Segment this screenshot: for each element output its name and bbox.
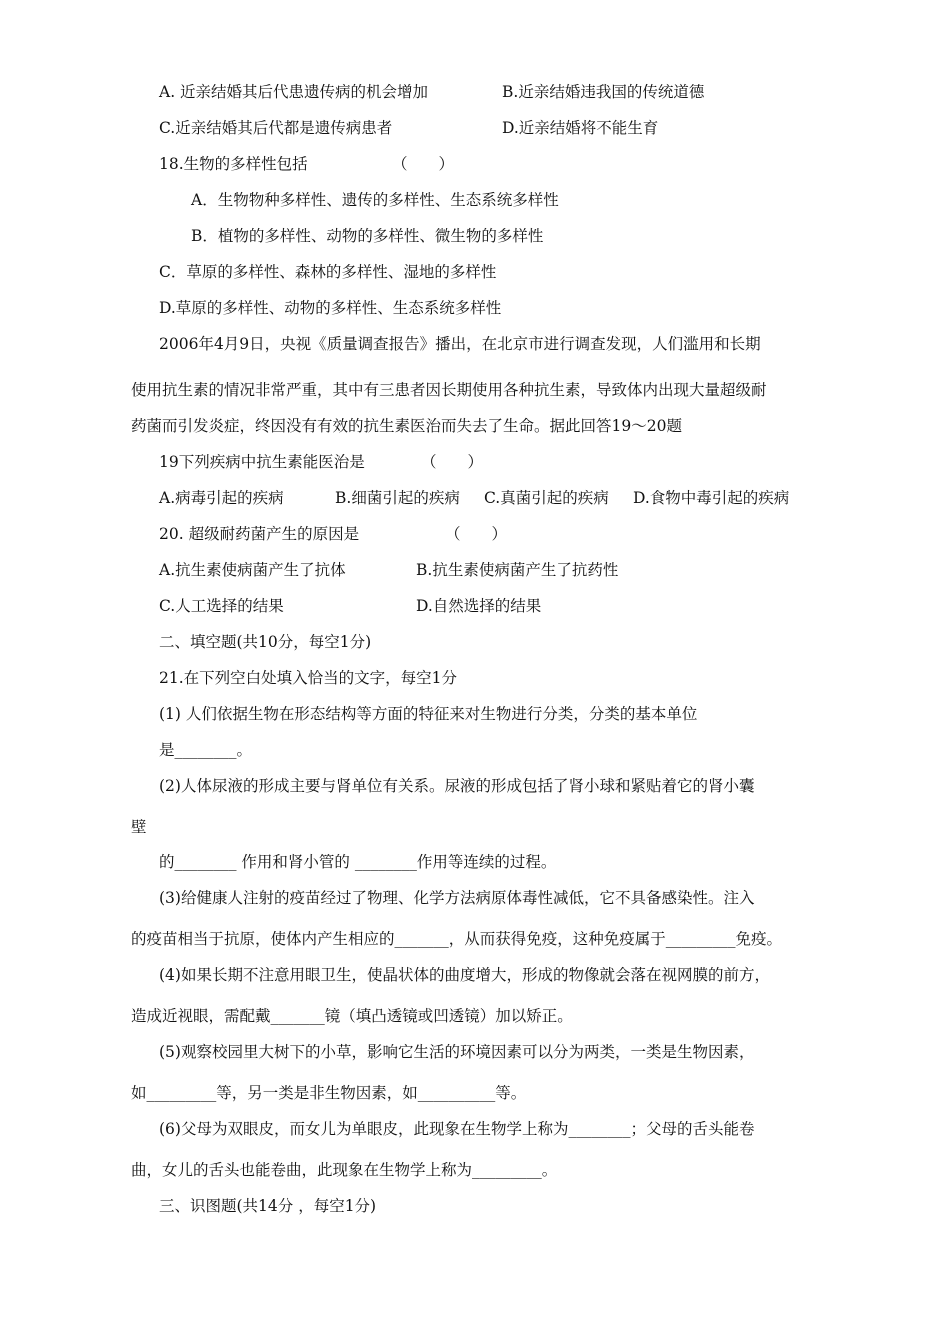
q20-answer-bracket: （ ） — [445, 525, 508, 543]
q17-option-b: B.近亲结婚违我国的传统道德 — [502, 83, 705, 101]
fill-2-line-a: (2)人体尿液的形成主要与肾单位有关系。尿液的形成包括了肾小球和紧贴着它的肾小囊 — [159, 777, 755, 795]
q21-stem: 21.在下列空白处填入恰当的文字，每空1分 — [159, 669, 458, 687]
fill-1-line-b: 是________。 — [159, 741, 253, 759]
fill-4-line-a: (4)如果长期不注意用眼卫生，使晶状体的曲度增大，形成的物像就会落在视网膜的前方， — [159, 966, 770, 984]
passage-line-3: 药菌而引发炎症，终因没有有效的抗生素医治而失去了生命。据此回答19～20题 — [131, 417, 682, 435]
q19-stem: 19下列疾病中抗生素能医治是 — [159, 453, 365, 471]
q20-option-c: C.人工选择的结果 — [159, 597, 284, 615]
q17-option-d: D.近亲结婚将不能生育 — [502, 119, 659, 137]
q19-option-c: C.真菌引起的疾病 — [484, 489, 609, 507]
q18-stem: 18.生物的多样性包括 — [159, 155, 308, 173]
q18-answer-bracket: （ ） — [392, 155, 455, 173]
q18-option-a: A．生物物种多样性、遗传的多样性、生态系统多样性 — [191, 191, 559, 209]
fill-6-line-b: 曲，女儿的舌头也能卷曲，此现象在生物学上称为_________。 — [131, 1161, 558, 1179]
fill-3-line-b: 的疫苗相当于抗原，使体内产生相应的_______，从而获得免疫，这种免疫属于_________免疫。 — [131, 930, 783, 948]
fill-6-line-a: (6)父母为双眼皮，而女儿为单眼皮，此现象在生物学上称为________；父母的舌头能卷 — [159, 1120, 755, 1138]
q19-option-d: D.食物中毒引起的疾病 — [633, 489, 790, 507]
passage-line-2: 使用抗生素的情况非常严重，其中有三患者因长期使用各种抗生素，导致体内出现大量超级耐 — [131, 381, 767, 399]
section-2-heading: 二、填空题(共10分，每空1分) — [159, 633, 372, 651]
q20-option-b: B.抗生素使病菌产生了抗药性 — [416, 561, 619, 579]
fill-2-line-b: 壁 — [131, 818, 147, 836]
fill-1-line-a: (1) 人们依据生物在形态结构等方面的特征来对生物进行分类，分类的基本单位 — [159, 705, 698, 723]
fill-3-line-a: (3)给健康人注射的疫苗经过了物理、化学方法病原体毒性减低，它不具备感染性。注入 — [159, 889, 755, 907]
fill-2-line-c: 的________ 作用和肾小管的 ________作用等连续的过程。 — [159, 853, 557, 871]
q19-option-a: A.病毒引起的疾病 — [159, 489, 284, 507]
q17-option-c: C.近亲结婚其后代都是遗传病患者 — [159, 119, 393, 137]
q20-stem: 20. 超级耐药菌产生的原因是 — [159, 525, 360, 543]
q17-option-a: A. 近亲结婚其后代患遗传病的机会增加 — [159, 83, 429, 101]
q19-option-b: B.细菌引起的疾病 — [335, 489, 460, 507]
q18-option-d: D.草原的多样性、动物的多样性、生态系统多样性 — [159, 299, 502, 317]
q18-option-b: B．植物的多样性、动物的多样性、微生物的多样性 — [191, 227, 544, 245]
passage-line-1: 2006年4月9日，央视《质量调查报告》播出，在北京市进行调查发现，人们滥用和长期 — [159, 335, 761, 353]
fill-5-line-a: (5)观察校园里大树下的小草，影响它生活的环境因素可以分为两类，一类是生物因素， — [159, 1043, 755, 1061]
section-3-heading: 三、识图题(共14分 ，每空1分) — [159, 1197, 377, 1215]
q18-option-c: C．草原的多样性、森林的多样性、湿地的多样性 — [159, 263, 497, 281]
q20-option-d: D.自然选择的结果 — [416, 597, 542, 615]
fill-4-line-b: 造成近视眼，需配戴_______镜（填凸透镜或凹透镜）加以矫正。 — [131, 1007, 573, 1025]
q19-answer-bracket: （ ） — [421, 453, 484, 471]
q20-option-a: A.抗生素使病菌产生了抗体 — [159, 561, 346, 579]
fill-5-line-b: 如_________等，另一类是非生物因素，如__________等。 — [131, 1084, 527, 1102]
